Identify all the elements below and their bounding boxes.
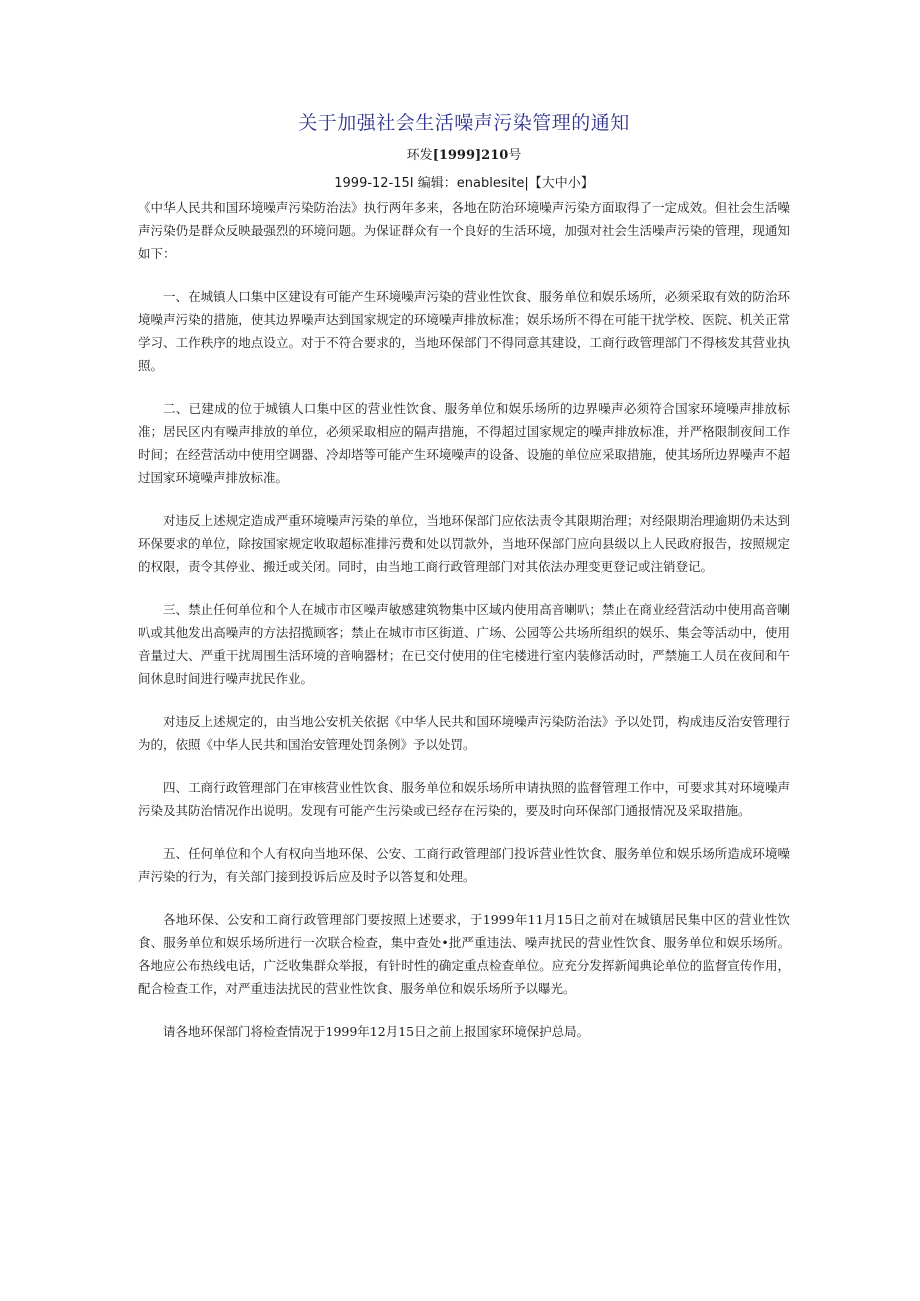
document-number-prefix: 环发 <box>406 148 433 163</box>
publish-date: 1999-12-15I <box>334 176 414 191</box>
document-meta <box>138 174 790 194</box>
editor-label: 编辑：enablesite| <box>417 176 529 191</box>
intro-paragraph: 《中华人民共和国环境噪声污染防治法》执行两年多来，各地在防治环境噪声污染方面取得了一定成效。但社会生活噪声污染仍是群众反映最强烈的环境问题。为保证群众有一个良好的生活环境，加强对社会生活噪声污染的管理，现通知如下： <box>138 200 790 261</box>
document-number <box>138 146 790 166</box>
document-page <box>138 110 790 1043</box>
document-number-suffix: 号 <box>508 148 522 163</box>
body-paragraph-7: 五、任何单位和个人有权向当地环保、公安、工商行政管理部门投诉营业性饮食、服务单位和娱乐场所造成环境噪声污染的行为，有关部门接到投诉后应及时予以答复和处理。 <box>138 846 790 884</box>
body-paragraph-5: 对违反上述规定的，由当地公安机关依据《中华人民共和国环境噪声污染防治法》予以处罚，构成违反治安管理行为的，依照《中华人民共和国治安管理处罚条例》予以处罚。 <box>138 714 790 752</box>
font-size-switch-link[interactable]: 【大中小】 <box>528 176 594 191</box>
document-title: 关于加强社会生活噪声污染管理的通知 <box>298 112 630 134</box>
body-paragraph-3: 对违反上述规定造成严重环境噪声污染的单位，当地环保部门应依法责令其限期治理；对经限期治理逾期仍未达到环保要求的单位，除按国家规定收取超标准排污费和处以罚款外，当地环保部门应向县级以上人民政府报告，按照规定的权限，责令其停业、搬迁或关闭。同时，由当地工商行政管理部门对其依法办理变更登记或注销登记。 <box>138 513 790 574</box>
body-paragraph-6: 四、工商行政管理部门在审核营业性饮食、服务单位和娱乐场所申请执照的监督管理工作中，可要求其对环境噪声污染及其防治情况作出说明。发现有可能产生污染或已经存在污染的，要及时向环保部门通报情况及采取措施。 <box>138 780 790 818</box>
body-paragraph-9: 请各地环保部门将检查情况于1999年12月15日之前上报国家环境保护总局。 <box>163 1024 590 1039</box>
document-number-code: [1999]210 <box>432 148 509 163</box>
body-paragraph-1: 一、在城镇人口集中区建设有可能产生环境噪声污染的营业性饮食、服务单位和娱乐场所，必须采取有效的防治环境噪声污染的措施，使其边界噪声达到国家规定的环境噪声排放标准；娱乐场所不得在可能干扰学校、医院、机关正常学习、工作秩序的地点设立。对于不符合要求的，当地环保部门不得同意其建设，工商行政管理部门不得核发其营业执照。 <box>138 289 790 373</box>
body-paragraph-2: 二、已建成的位于城镇人口集中区的营业性饮食、服务单位和娱乐场所的边界噪声必须符合国家环境噪声排放标准；居民区内有噪声排放的单位，必须采取相应的隔声措施，不得超过国家规定的噪声排放标准，并严格限制夜间工作时间；在经营活动中使用空调器、冷却塔等可能产生环境噪声的设备、设施的单位应采取措施，使其场所边界噪声不超过国家环境噪声排放标准。 <box>138 401 790 485</box>
body-paragraph-4: 三、禁止任何单位和个人在城市市区噪声敏感建筑物集中区域内使用高音喇叭；禁止在商业经营活动中使用高音喇叭或其他发出高噪声的方法招揽顾客；禁止在城市市区街道、广场、公园等公共场所组织的娱乐、集会等活动中，使用音量过大、严重干扰周围生活环境的音响器材；在已交付使用的住宅楼进行室内装修活动时，严禁施工人员在夜间和午间休息时间进行噪声扰民作业。 <box>138 602 790 686</box>
body-paragraph-8: 各地环保、公安和工商行政管理部门要按照上述要求，于1999年11月15日之前对在城镇居民集中区的营业性饮食、服务单位和娱乐场所进行一次联合检查，集中查处•批严重违法、噪声扰民的营业性饮食、服务单位和娱乐场所。各地应公布热线电话，广泛收集群众举报，有针时性的确定重点检查单位。应充分发挥新闻典论单位的监督宣传作用，配合检查工作，对严重违法扰民的营业性饮食、服务单位和娱乐场所予以曝光。 <box>138 912 790 996</box>
